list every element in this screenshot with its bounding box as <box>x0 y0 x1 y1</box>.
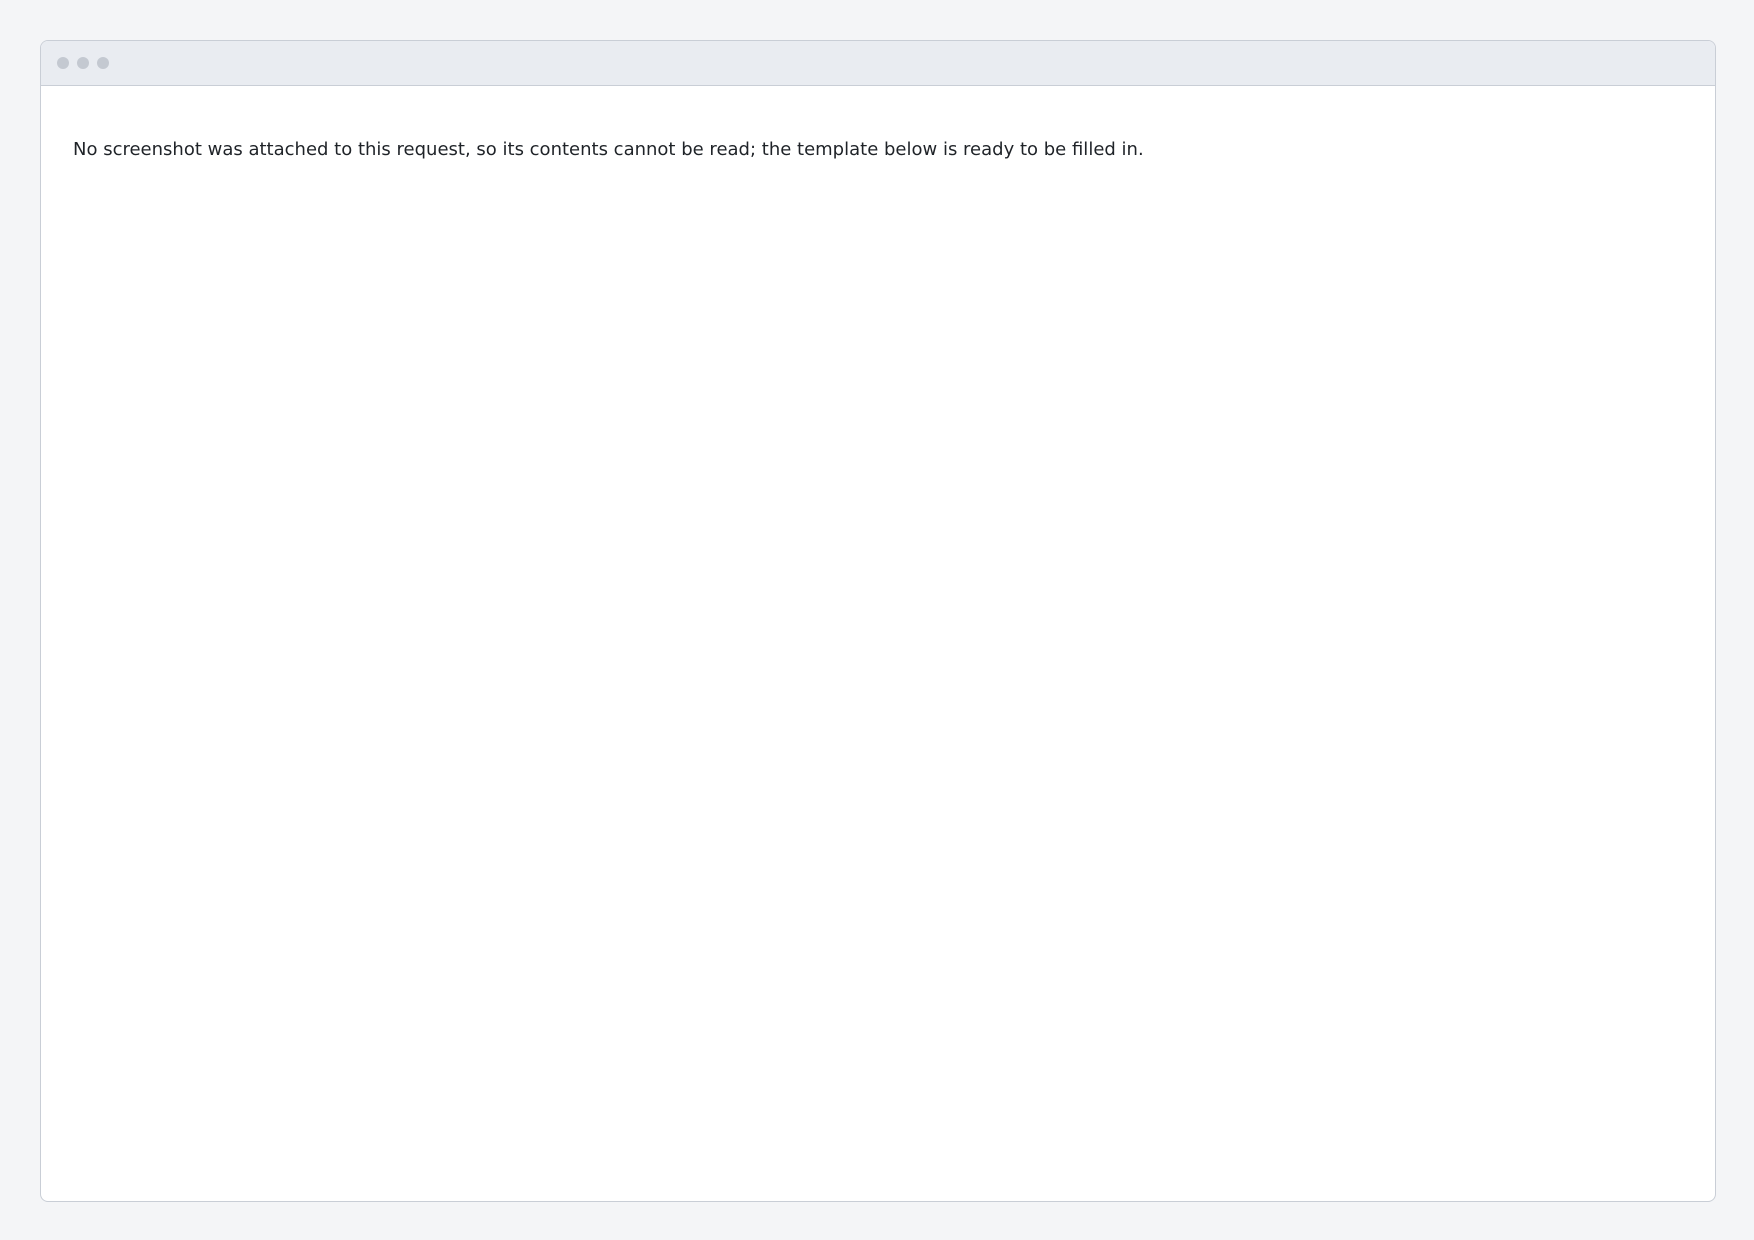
window-controls <box>57 57 109 69</box>
app-window <box>40 40 1716 1202</box>
missing-image-notice: No screenshot was attached to this request, so its contents cannot be read; the template below is ready to be filled in. <box>73 139 1144 160</box>
maximize-icon[interactable] <box>97 57 109 69</box>
main-content <box>41 86 1715 213</box>
minimize-icon[interactable] <box>77 57 89 69</box>
title-bar <box>41 41 1715 86</box>
close-icon[interactable] <box>57 57 69 69</box>
